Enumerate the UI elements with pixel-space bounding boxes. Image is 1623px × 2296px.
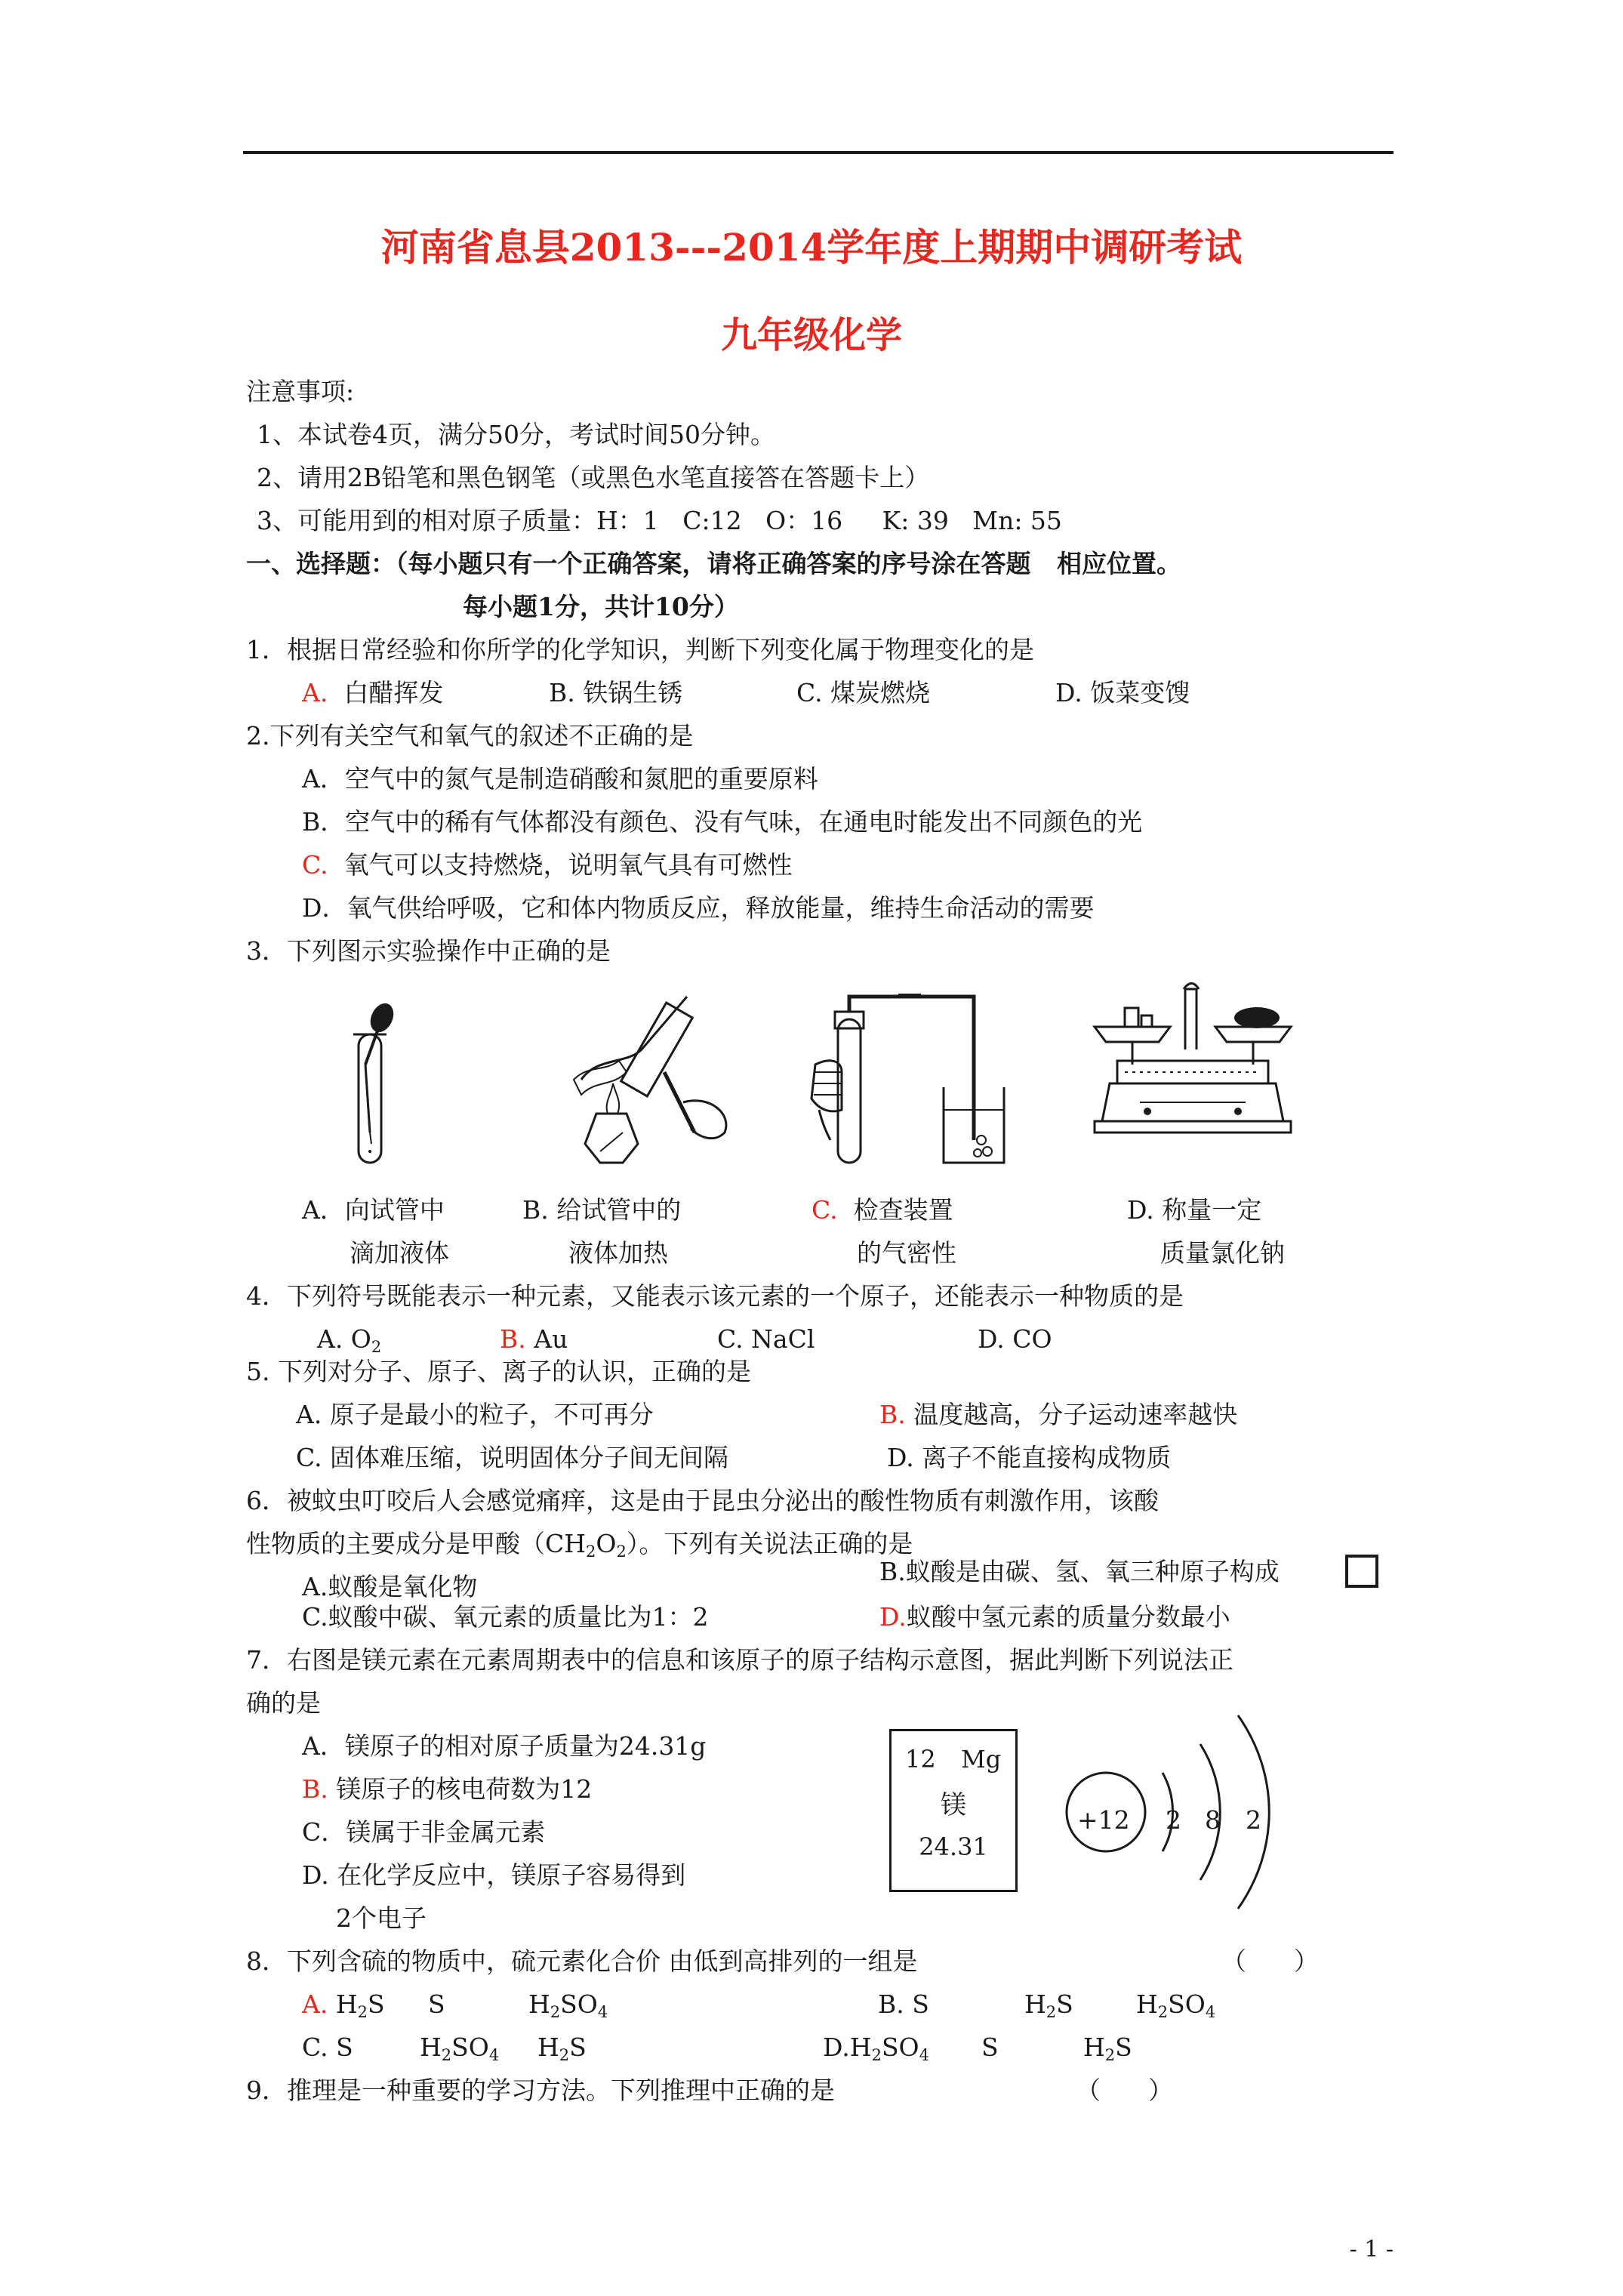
q8-option-a-letter: A. xyxy=(302,1989,328,2019)
q8-b2: H xyxy=(1024,1989,1046,2019)
exam-subject: 九年级化学 xyxy=(720,314,902,356)
page-number: - 1 - xyxy=(1349,2236,1394,2263)
q8-b3-sub: 2 xyxy=(1157,2003,1169,2021)
q8-option-c-3 xyxy=(537,2032,587,2063)
q2-option-c-letter: C. xyxy=(302,850,328,880)
q5-option-c: C. 固体难压缩，说明固体分子间无间隔 xyxy=(296,1443,729,1472)
q7-option-b-letter: B. xyxy=(302,1774,328,1804)
q2-option-c-text: 氧气可以支持燃烧，说明氧气具有可燃性 xyxy=(343,850,793,880)
q2-option-d: D．氧气供给呼吸，它和体内物质反应，释放能量，维持生命活动的需要 xyxy=(302,893,1095,923)
q6-stem-b: O xyxy=(596,1529,617,1558)
q7-stem-line2: 确的是 xyxy=(246,1688,321,1718)
q5-option-d: D. 离子不能直接构成物质 xyxy=(887,1443,1172,1472)
q4-option-a xyxy=(317,1324,381,1354)
q8-option-c-2 xyxy=(420,2032,499,2063)
q8-c2b: SO xyxy=(451,2032,489,2062)
note-item-1: 1、本试卷4页，满分50分，考试时间50分钟。 xyxy=(257,420,775,449)
heating-figure xyxy=(544,982,740,1178)
q5-option-b-text: 温度越高，分子运动速率越快 xyxy=(913,1400,1238,1429)
q1-option-b: B. 铁锅生锈 xyxy=(549,678,683,707)
q6-sub1: 2 xyxy=(586,1542,596,1561)
q7-option-b-text: 镁原子的核电荷数为12 xyxy=(336,1774,593,1804)
q6-stem-line2 xyxy=(246,1529,913,1559)
q8-a1b: S xyxy=(367,1989,385,2019)
q8-option-d-letter: D. xyxy=(823,2032,850,2062)
q7-option-c: C．镁属于非金属元素 xyxy=(302,1817,546,1847)
q8-answer-paren: （ ） xyxy=(1221,1946,1319,1976)
q6-option-d-letter: D. xyxy=(879,1602,907,1632)
q6-stem-a: 性物质的主要成分是甲酸（CH xyxy=(246,1529,587,1558)
q1-option-a-text: 白醋挥发 xyxy=(343,678,444,707)
q8-c3: H xyxy=(537,2032,559,2062)
q7-option-d-line2: 2个电子 xyxy=(336,1903,427,1933)
q8-option-b-letter: B. xyxy=(878,1989,904,2019)
dropper-figure xyxy=(332,997,415,1170)
q8-option-b-3 xyxy=(1136,1989,1215,2020)
q7-option-a: A．镁原子的相对原子质量为24.31g xyxy=(302,1731,707,1761)
q3-stem: 3．下列图示实验操作中正确的是 xyxy=(246,936,611,966)
q3-option-b-line1: B. 给试管中的 xyxy=(522,1195,682,1225)
nucleus-charge: +12 xyxy=(1077,1805,1130,1835)
shell-electrons-3: 2 xyxy=(1246,1805,1261,1835)
q2-stem: 2.下列有关空气和氧气的叙述不正确的是 xyxy=(246,721,694,750)
q8-option-b-2 xyxy=(1024,1989,1073,2020)
section-heading: 一、选择题：（每小题只有一个正确答案，请将正确答案的序号涂在答题 相应位置。 xyxy=(246,549,1181,578)
q1-option-a-letter: A. xyxy=(302,678,328,707)
q8-b3b: SO xyxy=(1168,1989,1206,2019)
q6-option-d-text: 蚁酸中氢元素的质量分数最小 xyxy=(906,1602,1230,1632)
q6-stem-c: ）。下列有关说法正确的是 xyxy=(626,1529,913,1558)
q8-c2-sub: 2 xyxy=(441,2046,452,2064)
q7-stem-line1: 7．右图是镁元素在元素周期表中的信息和该原子的原子结构示意图，据此判断下列说法正 xyxy=(246,1645,1233,1675)
q5-option-b xyxy=(879,1400,1237,1430)
q8-c2-sub2: 4 xyxy=(488,2046,500,2064)
q4-option-d: D. CO xyxy=(978,1324,1052,1354)
q5-option-a: A. 原子是最小的粒子，不可再分 xyxy=(296,1400,654,1429)
q8-a3-sub: 2 xyxy=(550,2003,561,2021)
q6-sub2: 2 xyxy=(616,1542,627,1561)
note-item-2: 2、请用2B铅笔和黑色钢笔（或黑色水笔直接答在答题卡上） xyxy=(257,463,930,492)
element-number: 12 xyxy=(905,1745,936,1774)
q2-option-c xyxy=(302,850,793,880)
q7-option-d-line1: D. 在化学反应中，镁原子容易得到 xyxy=(302,1860,686,1890)
q4-option-c: C. NaCl xyxy=(717,1324,815,1354)
q3-option-d-line2: 质量氯化钠 xyxy=(1160,1238,1285,1268)
q6-option-a: A.蚁酸是氧化物 xyxy=(302,1572,478,1601)
q8-d3-sub: 2 xyxy=(1104,2046,1116,2064)
q3-option-a-line1: A．向试管中 xyxy=(302,1195,445,1225)
q3-option-c-text: 检查装置 xyxy=(853,1195,953,1225)
q5-option-b-letter: B. xyxy=(879,1400,906,1429)
note-item-3: 3、可能用到的相对原子质量：H：1 C:12 O：16 K: 39 Mn: 55 xyxy=(257,506,1062,535)
shell-electrons-1: 2 xyxy=(1166,1805,1181,1835)
q8-c2: H xyxy=(420,2032,442,2062)
q8-c3b: S xyxy=(569,2032,587,2062)
q8-b2b: S xyxy=(1056,1989,1073,2019)
q5-stem: 5. 下列对分子、原子、离子的认识，正确的是 xyxy=(246,1357,751,1386)
q8-a1-sub: 2 xyxy=(357,2003,368,2021)
q6-option-d xyxy=(879,1602,1230,1632)
q9-answer-paren: （ ） xyxy=(1076,2076,1173,2105)
q9-stem: 9．推理是一种重要的学习方法。下列推理中正确的是 xyxy=(246,2076,835,2105)
q8-option-d-2: S xyxy=(981,2032,999,2062)
q3-option-c-line1 xyxy=(812,1195,953,1225)
q1-option-c: C. 煤炭燃烧 xyxy=(796,678,931,707)
q8-a3b: SO xyxy=(560,1989,598,2019)
q3-option-a-line2: 滴加液体 xyxy=(350,1238,449,1268)
q4-option-b-letter: B. xyxy=(500,1324,526,1354)
q4-option-b-text: Au xyxy=(534,1324,568,1354)
notes-heading: 注意事项: xyxy=(246,377,355,406)
q8-a3: H xyxy=(528,1989,550,2019)
q3-option-c-line2: 的气密性 xyxy=(857,1238,956,1268)
q2-option-a: A．空气中的氮气是制造硝酸和氮肥的重要原料 xyxy=(302,764,818,794)
q8-a1: H xyxy=(335,1989,358,2019)
q8-b2-sub: 2 xyxy=(1046,2003,1057,2021)
q8-b3: H xyxy=(1136,1989,1158,2019)
q4-option-a-text: A. O xyxy=(317,1324,371,1354)
q8-d3: H xyxy=(1083,2032,1105,2062)
q6-option-b: B.蚁酸是由碳、氢、氧三种原子构成 xyxy=(879,1557,1280,1586)
q8-option-d-3 xyxy=(1083,2032,1132,2063)
q8-d1-sub: 2 xyxy=(871,2046,882,2064)
header-rule xyxy=(243,151,1394,154)
q8-d1-sub2: 4 xyxy=(919,2046,929,2064)
q8-d3b: S xyxy=(1115,2032,1132,2062)
q8-option-c-letter: C. xyxy=(302,2032,328,2062)
element-name: 镁 xyxy=(941,1790,966,1820)
q8-b3-sub2: 4 xyxy=(1205,2003,1216,2021)
q1-option-d: D. 饭菜变馊 xyxy=(1055,678,1190,707)
element-mass: 24.31 xyxy=(919,1832,988,1861)
q3-option-c-letter: C. xyxy=(812,1195,838,1225)
element-symbol: Mg xyxy=(961,1745,1002,1774)
balance-figure xyxy=(1087,982,1298,1178)
q6-stem-line1: 6．被蚊虫叮咬后人会感觉痛痒，这是由于昆虫分泌出的酸性物质有刺激作用，该酸 xyxy=(246,1486,1159,1515)
q4-stem: 4．下列符号既能表示一种元素，又能表示该元素的一个原子，还能表示一种物质的是 xyxy=(246,1281,1184,1311)
q1-option-a xyxy=(302,678,443,708)
q2-option-b: B．空气中的稀有气体都没有颜色、没有气味，在通电时能发出不同颜色的光 xyxy=(302,807,1143,837)
q8-option-a xyxy=(302,1989,385,2020)
q6-option-c: C.蚁酸中碳、氧元素的质量比为1：2 xyxy=(302,1602,709,1632)
q8-c3-sub: 2 xyxy=(559,2046,570,2064)
q1-stem: 1．根据日常经验和你所学的化学知识，判断下列变化属于物理变化的是 xyxy=(246,635,1034,664)
q8-stem: 8．下列含硫的物质中，硫元素化合价 由低到高排列的一组是 xyxy=(246,1946,918,1976)
q3-option-d-line1: D. 称量一定 xyxy=(1127,1195,1262,1225)
airtightness-figure xyxy=(800,989,1012,1178)
q4-option-b xyxy=(500,1324,568,1354)
section-heading-cont: 每小题1分，共计10分） xyxy=(463,592,739,621)
q8-a3-sub2: 4 xyxy=(597,2003,608,2021)
q8-d1: H xyxy=(849,2032,872,2062)
q8-option-c xyxy=(302,2032,353,2063)
q3-option-b-line2: 液体加热 xyxy=(568,1238,668,1268)
q7-option-b xyxy=(302,1774,592,1804)
q8-option-a-2: S xyxy=(428,1989,445,2019)
q4-option-a-sub: 2 xyxy=(371,1338,382,1356)
q8-d1b: SO xyxy=(881,2032,919,2062)
exam-title: 河南省息县2013---2014学年度上期期中调研考试 xyxy=(380,225,1243,270)
q8-option-b xyxy=(878,1989,929,2020)
q8-option-a-3 xyxy=(528,1989,608,2020)
q8-b1: S xyxy=(912,1989,929,2019)
q8-c1: S xyxy=(336,2032,353,2062)
q8-option-d xyxy=(823,2032,929,2063)
element-cell xyxy=(889,1729,1018,1892)
answer-box xyxy=(1345,1555,1378,1588)
shell-electrons-2: 8 xyxy=(1205,1805,1221,1835)
